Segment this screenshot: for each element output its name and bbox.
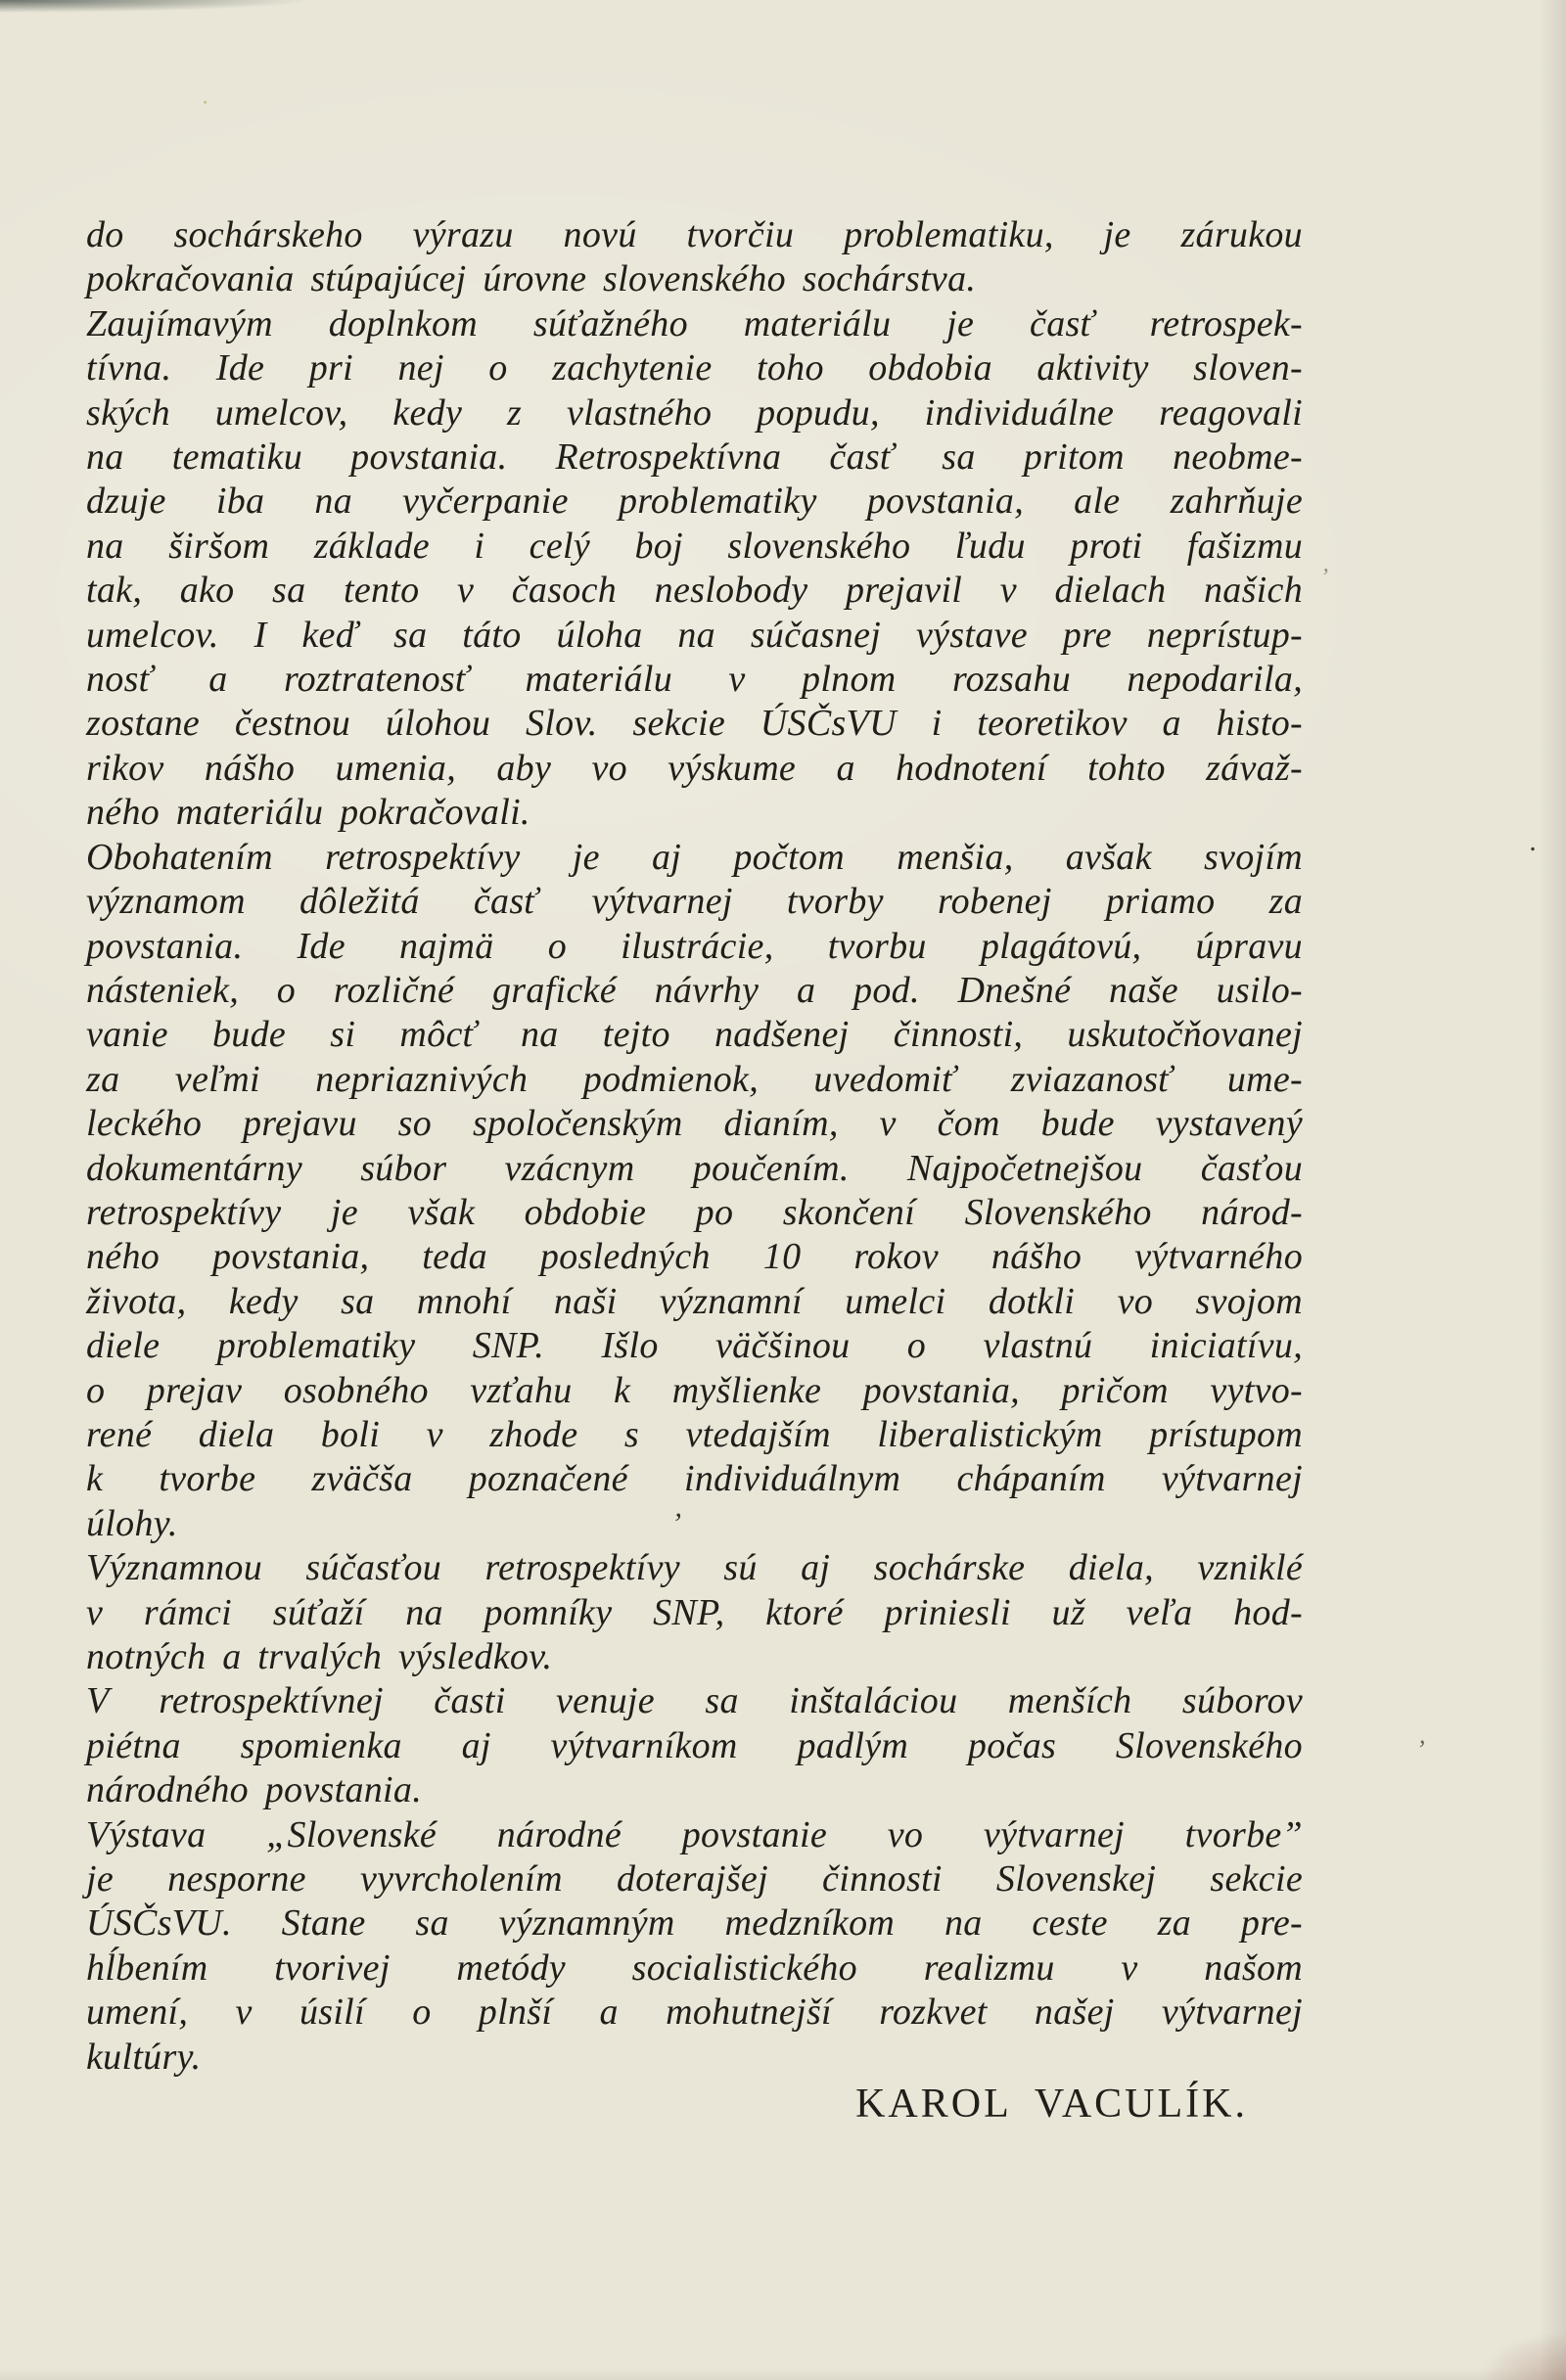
text-line: za veľmi nepriaznivých podmienok, uvedomiť zviazanosť ume- [86,1058,1303,1100]
scan-artifact: · [202,88,208,116]
scan-artifact: ’ [1320,565,1328,590]
text-line: retrospektívy je však obdobie po skončení Slovenského národ- [86,1191,1303,1233]
text-line: piétna spomienka aj výtvarníkom padlým počas Slovenského [86,1724,1303,1766]
text-line: na širšom základe i celý boj slovenského ľudu proti fašizmu [86,525,1303,567]
scan-edge-shadow-right [1539,0,1566,2380]
text-line: rené diela boli v zhode s vtedajším liberalistickým prístupom [86,1413,1303,1455]
text-line: Zaujímavým doplnkom súťažného materiálu je časť retrospek- [86,302,1303,344]
author-signature: KAROL VACULÍK. [855,2082,1248,2127]
text-line: Výstava „Slovenské národné povstanie vo výtvarnej tvorbe” [86,1813,1303,1855]
scan-artifact: ’ [671,1507,681,1539]
text-line: vanie bude si môcť na tejto nadšenej činnosti, uskutočňovanej [86,1014,1303,1056]
text-line: kultúry. [86,2036,202,2078]
text-line: notných a trvalých výsledkov. [86,1636,553,1677]
text-line: na tematiku povstania. Retrospektívna časť sa pritom neobme- [86,436,1303,479]
scan-corner-shadow [1439,2302,1566,2380]
text-line: hĺbením tvorivej metódy socialistického realizmu v našom [86,1946,1303,1989]
text-line: zostane čestnou úlohou Slov. sekcie ÚSČsVU i teoretikov a histo- [86,703,1303,745]
text-line: tak, ako sa tento v časoch neslobody prejavil v dielach našich [86,570,1303,612]
text-block [86,213,1303,2080]
text-line: násteniek, o rozličné grafické návrhy a pod. Dnešné naše usilo- [86,969,1303,1011]
scan-artifact: . [1530,825,1538,857]
text-line: povstania. Ide najmä o ilustrácie, tvorbu plagátovú, úpravu [86,925,1303,967]
text-line: umení, v úsilí o plnší a mohutnejší rozkvet našej výtvarnej [86,1991,1303,2034]
text-line: života, kedy sa mnohí naši významní umelci dotkli vo svojom [86,1280,1303,1322]
text-line: o prejav osobného vzťahu k myšlienke povstania, pričom vytvo- [86,1369,1303,1411]
text-line: významom dôležitá časť výtvarnej tvorby robenej priamo za [86,881,1303,923]
text-line: ného materiálu pokračovali. [86,792,530,834]
text-line: úlohy. [86,1502,178,1544]
text-line: je nesporne vyvrcholením doterajšej činnosti Slovenskej sekcie [86,1858,1303,1900]
text-line: ských umelcov, kedy z vlastného popudu, individuálne reagovali [86,391,1303,434]
text-line: nosť a roztratenosť materiálu v plnom rozsahu nepodarila, [86,659,1303,701]
scan-artifact: ’ [1416,1735,1425,1763]
scan-edge-shadow-bottom [0,2368,1566,2380]
text-line: Významnou súčasťou retrospektívy sú aj sochárske diela, vzniklé [86,1547,1303,1589]
text-line: v rámci súťaží na pomníky SNP, ktoré priniesli už veľa hod- [86,1591,1303,1633]
scan-edge-shadow-top [0,0,450,20]
text-line: do sochárskeho výrazu novú tvorčiu problematiku, je zárukou [86,214,1303,255]
text-line: leckého prejavu so spoločenským dianím, v čom bude vystavený [86,1103,1303,1145]
text-line: dokumentárny súbor vzácnym poučením. Najpočetnejšou časťou [86,1147,1303,1189]
text-line: Obohatením retrospektívy je aj počtom menšia, avšak svojím [86,836,1303,878]
text-line: diele problematiky SNP. Išlo väčšinou o vlastnú iniciatívu, [86,1325,1303,1367]
text-line: národného povstania. [86,1769,423,1811]
text-line: ÚSČsVU. Stane sa významným medzníkom na ceste za pre- [86,1902,1303,1945]
text-line: rikov nášho umenia, aby vo výskume a hodnotení tohto závaž- [86,747,1303,789]
text-line: pokračovania stúpajúcej úrovne slovenského sochárstva. [86,258,977,300]
text-line: umelcov. I keď sa táto úloha na súčasnej výstave pre neprístup- [86,614,1303,656]
text-line: tívna. Ide pri nej o zachytenie toho obdobia aktivity sloven- [86,347,1303,389]
text-line: k tvorbe zväčša poznačené individuálnym chápaním výtvarnej [86,1458,1303,1500]
text-line: dzuje iba na vyčerpanie problematiky povstania, ale zahrňuje [86,481,1303,523]
text-line: V retrospektívnej časti venuje sa inštaláciou menších súborov [86,1680,1303,1722]
text-line: ného povstania, teda posledných 10 rokov nášho výtvarného [86,1236,1303,1278]
